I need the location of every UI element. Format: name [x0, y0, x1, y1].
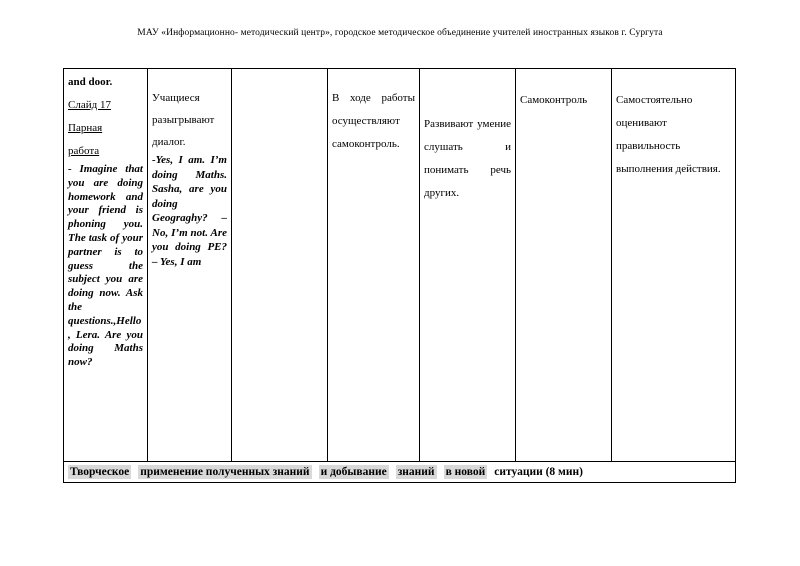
- footer-segment: знаний: [397, 466, 435, 478]
- self-assessment-text: Самостоятельно оценивают правильность выполнения действия.: [616, 94, 721, 175]
- footer-segment: применение полученных знаний: [140, 466, 310, 478]
- table-main-row: [64, 69, 735, 461]
- cell-student-activity: [148, 69, 232, 461]
- control-type-text: Самоконтроль: [520, 94, 588, 106]
- listening-skill-text: Развивают умение слушать и понимать речь других.: [424, 118, 511, 199]
- lesson-plan-table: [63, 68, 736, 483]
- student-action-text: Учащиеся разыгрывают диалог.: [152, 92, 215, 148]
- stage-footer-row: [64, 461, 735, 482]
- cell-self-assessment: [612, 69, 735, 461]
- pair-work-label-line2: работа: [68, 145, 100, 157]
- footer-segment: Творческое: [70, 466, 130, 478]
- document-header-title: МАУ «Информационно- методический центр», городское методическое объединение учителей иностранных языков г. Сургута: [137, 28, 663, 38]
- cell-self-control: [328, 69, 420, 461]
- footer-segment: в новой: [445, 466, 486, 478]
- footer-segment: и добывание: [320, 466, 387, 478]
- slide-reference: Слайд 17: [68, 99, 111, 111]
- cell-empty: [232, 69, 328, 461]
- cell-listening-skill: [420, 69, 516, 461]
- text-and-door: and door.: [68, 76, 113, 88]
- pair-work-label-line1: Парная: [68, 122, 103, 134]
- dialog-text: -Yes, I am. I’m doing Maths. Sasha, are you doing Geograghy? – No, I’m not. Are you doing PE? – Yes, I am: [152, 154, 227, 268]
- self-control-text: В ходе работы осуществляют самоконтроль.: [332, 92, 415, 150]
- task-instruction-text: - Imagine that you are doing homework and your friend is phoning you. The task of your partner is to guess the subject you are doing now. Ask the questions.,Hello, Lera. Are you doing Maths now?: [68, 163, 143, 369]
- cell-teacher-activity: [64, 69, 148, 461]
- footer-segment: ситуации (8 мин): [494, 466, 583, 478]
- footer-text: [68, 466, 590, 478]
- cell-control-type: [516, 69, 612, 461]
